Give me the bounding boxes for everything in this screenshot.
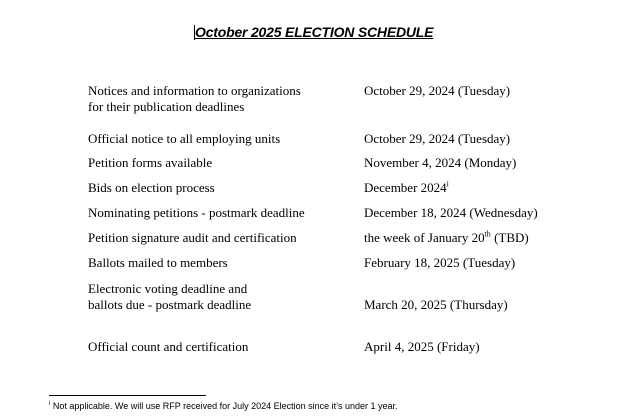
footnote-marker: i (49, 401, 51, 407)
schedule-item-date: the week of January 20th (TBD) (364, 229, 529, 245)
schedule-item-date: November 4, 2024 (Monday) (364, 155, 517, 170)
schedule-item-label (88, 83, 301, 115)
schedule-item-label (88, 255, 228, 271)
schedule-item-label (88, 155, 212, 171)
schedule-item-label-line: Electronic voting deadline and (88, 281, 248, 296)
date-superscript: th (484, 229, 491, 239)
schedule-item-date: October 29, 2024 (Tuesday) (364, 131, 511, 146)
date-superscript: i (446, 179, 449, 189)
footnote-text: Not applicable. We will use RFP received for July 2024 Election since it’s under 1 year. (50, 401, 398, 411)
schedule-item-date: December 2024$^i$ (364, 179, 449, 195)
schedule-item-label-line: Official count and certification (88, 339, 249, 354)
schedule-item-label (88, 230, 297, 246)
footnote-separator (49, 395, 206, 396)
footnote (49, 401, 398, 411)
schedule-title: October 2025 ELECTION SCHEDULE (195, 24, 434, 40)
schedule-item-label-line: Notices and information to organizations (88, 83, 301, 98)
schedule-item-label-line: Bids on election process (88, 180, 215, 195)
schedule-item-date: December 18, 2024 (Wednesday) (364, 205, 538, 220)
schedule-item-label-line: for their publication deadlines (88, 99, 245, 114)
text-cursor (194, 25, 195, 40)
schedule-item-label-line: Nominating petitions - postmark deadline (88, 205, 305, 220)
schedule-item-date: April 4, 2025 (Friday) (364, 339, 480, 354)
schedule-item-date: March 20, 2025 (Thursday) (364, 297, 508, 312)
schedule-item-date: February 18, 2025 (Tuesday) (364, 255, 516, 270)
schedule-item-label (88, 205, 305, 221)
schedule-item-label (88, 131, 280, 147)
schedule-item-label-line: Official notice to all employing units (88, 131, 281, 146)
schedule-item-label (88, 281, 251, 313)
schedule-item-date: October 29, 2024 (Tuesday) (364, 83, 511, 98)
schedule-item-label (88, 339, 248, 355)
schedule-item-label-line: Ballots mailed to members (88, 255, 228, 270)
schedule-item-label-line: Petition signature audit and certification (88, 230, 297, 245)
schedule-item-label (88, 180, 215, 196)
schedule-item-label-line: Petition forms available (88, 155, 213, 170)
schedule-item-label-line: ballots due - postmark deadline (88, 297, 252, 312)
